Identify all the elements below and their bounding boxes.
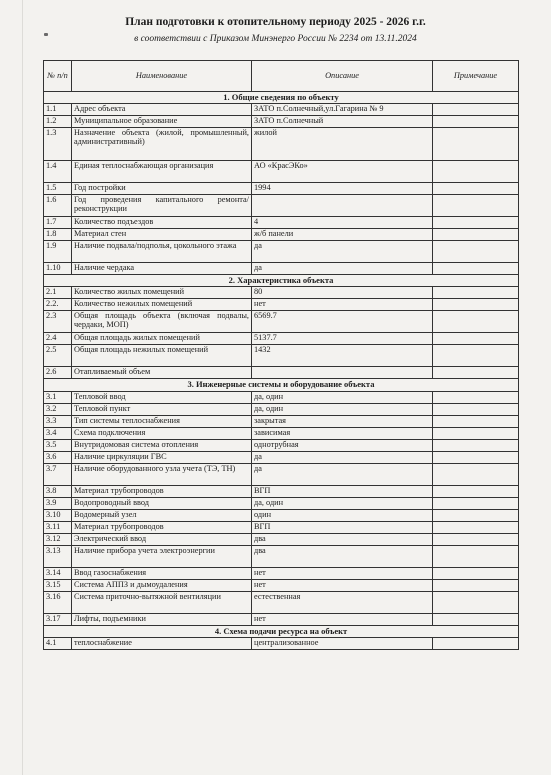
- row-name: Система приточно-вытяжной вентиляции: [72, 591, 252, 613]
- row-number: 2.4: [44, 333, 72, 345]
- row-number: 2.6: [44, 367, 72, 379]
- row-note: [433, 263, 519, 275]
- row-number: 3.2: [44, 403, 72, 415]
- row-number: 3.12: [44, 533, 72, 545]
- row-number: 3.11: [44, 521, 72, 533]
- row-name: теплоснабжение: [72, 637, 252, 649]
- row-name: Количество нежилых помещений: [72, 299, 252, 311]
- row-note: [433, 545, 519, 567]
- row-number: 3.1: [44, 391, 72, 403]
- row-number: 3.4: [44, 427, 72, 439]
- table-row: [44, 287, 519, 299]
- row-description: да: [252, 241, 433, 263]
- row-note: [433, 509, 519, 521]
- row-name: Тепловой ввод: [72, 391, 252, 403]
- row-description: да: [252, 451, 433, 463]
- row-number: 3.16: [44, 591, 72, 613]
- row-name: Общая площадь объекта (включая подвалы, чердаки, МОП): [72, 311, 252, 333]
- row-name: Наличие чердака: [72, 263, 252, 275]
- sheet-edge: [22, 0, 23, 775]
- row-name: Муниципальное образование: [72, 116, 252, 128]
- row-note: [433, 217, 519, 229]
- row-note: [433, 311, 519, 333]
- row-note: [433, 591, 519, 613]
- table-row: [44, 451, 519, 463]
- row-description: ЗАТО п.Солнечный,ул.Гагарина № 9: [252, 104, 433, 116]
- table-row: [44, 391, 519, 403]
- table-row: [44, 427, 519, 439]
- header-name: Наименование: [72, 61, 252, 92]
- row-description: да: [252, 263, 433, 275]
- row-description: 4: [252, 217, 433, 229]
- row-description: [252, 367, 433, 379]
- section-title: 4. Схема подачи ресурса на объект: [44, 625, 519, 637]
- row-name: Электрический ввод: [72, 533, 252, 545]
- row-number: 2.3: [44, 311, 72, 333]
- table-row: [44, 403, 519, 415]
- table-row: [44, 195, 519, 217]
- table-row: [44, 104, 519, 116]
- row-name: Наличие прибора учета электроэнергии: [72, 545, 252, 567]
- row-note: [433, 391, 519, 403]
- row-number: 2.1: [44, 287, 72, 299]
- row-number: 3.10: [44, 509, 72, 521]
- table-row: [44, 367, 519, 379]
- row-description: ж/б панели: [252, 229, 433, 241]
- row-number: 3.5: [44, 439, 72, 451]
- table-row: [44, 217, 519, 229]
- row-number: 1.9: [44, 241, 72, 263]
- row-name: Наличие циркуляции ГВС: [72, 451, 252, 463]
- row-number: 1.10: [44, 263, 72, 275]
- table-row: [44, 263, 519, 275]
- table-row: [44, 116, 519, 128]
- row-description: да, один: [252, 391, 433, 403]
- row-note: [433, 533, 519, 545]
- row-number: 1.5: [44, 183, 72, 195]
- row-name: Система АППЗ и дымоудаления: [72, 579, 252, 591]
- row-description: [252, 195, 433, 217]
- row-description: ЗАТО п.Солнечный: [252, 116, 433, 128]
- row-note: [433, 497, 519, 509]
- table-row: [44, 345, 519, 367]
- row-description: 80: [252, 287, 433, 299]
- row-name: Наличие оборудованного узла учета (ТЭ, ТН): [72, 463, 252, 485]
- row-description: 6569.7: [252, 311, 433, 333]
- row-name: Водопроводный ввод: [72, 497, 252, 509]
- row-note: [433, 367, 519, 379]
- row-name: Материал стен: [72, 229, 252, 241]
- row-number: 4.1: [44, 637, 72, 649]
- row-description: да, один: [252, 403, 433, 415]
- table-row: [44, 128, 519, 161]
- row-description: два: [252, 545, 433, 567]
- row-name: Схема подключения: [72, 427, 252, 439]
- row-note: [433, 128, 519, 161]
- row-number: 3.14: [44, 567, 72, 579]
- row-description: нет: [252, 613, 433, 625]
- row-description: да: [252, 463, 433, 485]
- row-note: [433, 195, 519, 217]
- document-title: План подготовки к отопительному периоду 2025 - 2026 г.г.: [125, 16, 426, 28]
- row-name: Общая площадь жилых помещений: [72, 333, 252, 345]
- row-number: 3.13: [44, 545, 72, 567]
- row-note: [433, 567, 519, 579]
- row-name: Материал трубопроводов: [72, 521, 252, 533]
- row-number: 3.8: [44, 485, 72, 497]
- header-num: № п/п: [44, 61, 72, 92]
- table-row: [44, 299, 519, 311]
- table-row: [44, 509, 519, 521]
- row-note: [433, 521, 519, 533]
- row-description: нет: [252, 567, 433, 579]
- section-title: 1. Общие сведения по объекту: [44, 92, 519, 104]
- row-description: два: [252, 533, 433, 545]
- header-note: Примечание: [433, 61, 519, 92]
- row-name: Наличие подвала/подполья, цокольного этажа: [72, 241, 252, 263]
- row-note: [433, 229, 519, 241]
- table-row: [44, 497, 519, 509]
- table-row: [44, 311, 519, 333]
- row-description: закрытая: [252, 415, 433, 427]
- row-note: [433, 104, 519, 116]
- plan-table: [43, 60, 519, 650]
- table-row: [44, 637, 519, 649]
- row-name: Назначение объекта (жилой, промышленный, административный): [72, 128, 252, 161]
- table-row: [44, 579, 519, 591]
- row-description: 1432: [252, 345, 433, 367]
- header-description: Описание: [252, 61, 433, 92]
- row-name: Ввод газоснабжения: [72, 567, 252, 579]
- row-note: [433, 116, 519, 128]
- row-name: Адрес объекта: [72, 104, 252, 116]
- table-row: [44, 567, 519, 579]
- row-description: ВГП: [252, 521, 433, 533]
- table-body: [44, 92, 519, 650]
- row-number: 1.2: [44, 116, 72, 128]
- row-name: Лифты, подъемники: [72, 613, 252, 625]
- row-description: нет: [252, 579, 433, 591]
- table-row: [44, 591, 519, 613]
- row-name: Количество подъездов: [72, 217, 252, 229]
- row-note: [433, 333, 519, 345]
- row-name: Материал трубопроводов: [72, 485, 252, 497]
- row-description: нет: [252, 299, 433, 311]
- row-number: 1.4: [44, 161, 72, 183]
- section-title: 3. Инженерные системы и оборудование объекта: [44, 379, 519, 391]
- table-row: [44, 485, 519, 497]
- table-header-row: [44, 61, 519, 92]
- row-name: Внутридомовая система отопления: [72, 439, 252, 451]
- row-note: [433, 579, 519, 591]
- row-number: 1.8: [44, 229, 72, 241]
- row-note: [433, 463, 519, 485]
- table-row: [44, 613, 519, 625]
- table-row: [44, 229, 519, 241]
- row-number: 1.1: [44, 104, 72, 116]
- row-description: АО «КрасЭКо»: [252, 161, 433, 183]
- row-note: [433, 415, 519, 427]
- row-description: однотрубная: [252, 439, 433, 451]
- row-name: Тепловой пункт: [72, 403, 252, 415]
- table-row: [44, 333, 519, 345]
- section-header-row: [44, 92, 519, 104]
- row-number: 1.7: [44, 217, 72, 229]
- row-note: [433, 345, 519, 367]
- row-description: естественная: [252, 591, 433, 613]
- row-description: зависимая: [252, 427, 433, 439]
- section-title: 2. Характеристика объекта: [44, 275, 519, 287]
- row-number: 3.6: [44, 451, 72, 463]
- row-name: Единая теплоснабжающая организация: [72, 161, 252, 183]
- row-name: Общая площадь нежилых помещений: [72, 345, 252, 367]
- row-note: [433, 161, 519, 183]
- row-note: [433, 613, 519, 625]
- row-number: 1.3: [44, 128, 72, 161]
- row-description: ВГП: [252, 485, 433, 497]
- row-note: [433, 403, 519, 415]
- row-name: Количество жилых помещений: [72, 287, 252, 299]
- row-note: [433, 451, 519, 463]
- row-description: да, один: [252, 497, 433, 509]
- table-row: [44, 463, 519, 485]
- row-number: 3.15: [44, 579, 72, 591]
- section-header-row: [44, 379, 519, 391]
- row-note: [433, 241, 519, 263]
- row-description: 1994: [252, 183, 433, 195]
- row-name: Водомерный узел: [72, 509, 252, 521]
- row-name: Год постройки: [72, 183, 252, 195]
- section-header-row: [44, 625, 519, 637]
- row-number: 3.9: [44, 497, 72, 509]
- row-description: жилой: [252, 128, 433, 161]
- row-number: 3.3: [44, 415, 72, 427]
- row-description: один: [252, 509, 433, 521]
- table-row: [44, 545, 519, 567]
- row-note: [433, 485, 519, 497]
- row-number: 3.17: [44, 613, 72, 625]
- table-row: [44, 415, 519, 427]
- document-subtitle: в соответствии с Приказом Минэнерго России № 2234 от 13.11.2024: [134, 34, 417, 44]
- table-row: [44, 521, 519, 533]
- row-description: централизованное: [252, 637, 433, 649]
- row-name: Год проведения капитального ремонта/реконструкции: [72, 195, 252, 217]
- row-number: 3.7: [44, 463, 72, 485]
- row-description: 5137.7: [252, 333, 433, 345]
- row-number: 1.6: [44, 195, 72, 217]
- table-row: [44, 439, 519, 451]
- row-note: [433, 183, 519, 195]
- row-number: 2.5: [44, 345, 72, 367]
- row-note: [433, 637, 519, 649]
- row-note: [433, 427, 519, 439]
- row-number: 2.2.: [44, 299, 72, 311]
- section-header-row: [44, 275, 519, 287]
- table-row: [44, 241, 519, 263]
- row-name: Тип системы теплоснабжения: [72, 415, 252, 427]
- table-row: [44, 183, 519, 195]
- row-note: [433, 299, 519, 311]
- row-name: Отапливаемый объем: [72, 367, 252, 379]
- row-note: [433, 439, 519, 451]
- table-row: [44, 161, 519, 183]
- row-note: [433, 287, 519, 299]
- table-row: [44, 533, 519, 545]
